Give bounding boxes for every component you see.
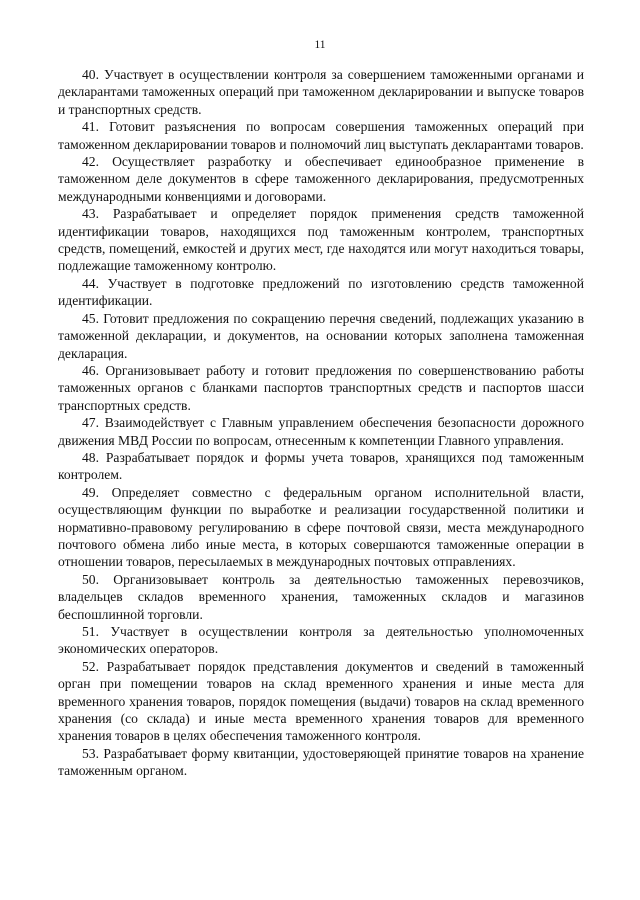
paragraph-47: 47. Взаимодействует с Главным управлением обеспечения безопасности дорожного движения МВД России по вопросам, отнесенным к компетенции Главного управления. xyxy=(58,415,584,448)
paragraph-52: 52. Разрабатывает порядок представления документов и сведений в таможенный орган при помещении товаров на склад временного хранения и иные места для временного хранения товаров, порядок помещения (выдачи) товаров на склад временного хранения (со склада) и иные места временного хранения товаров для временного хранения товаров в целях обеспечения таможенного контроля. xyxy=(58,658,584,744)
paragraph-40: 40. Участвует в осуществлении контроля за совершением таможенными органами и декларантами таможенных операций при таможенном декларировании и выпуске товаров и транспортных средств. xyxy=(58,67,584,117)
document-body xyxy=(58,66,584,780)
paragraph-50: 50. Организовывает контроль за деятельностью таможенных перевозчиков, владельцев складов временного хранения, таможенных складов и магазинов беспошлинной торговли. xyxy=(58,571,584,622)
paragraph-42: 42. Осуществляет разработку и обеспечивает единообразное применение в таможенном деле документов в сфере таможенного декларирования, предусмотренных международными конвенциями и договорами. xyxy=(58,154,584,204)
paragraph-49: 49. Определяет совместно с федеральным органом исполнительной власти, осуществляющим функции по выработке и реализации государственной политики и нормативно-правовому регулированию в сфере почтовой связи, места международного почтового обмена либо иные места, в которых совершаются таможенные операции в отношении товаров, пересылаемых в международных почтовых отправлениях. xyxy=(58,484,584,570)
paragraph-48: 48. Разрабатывает порядок и формы учета товаров, хранящихся под таможенным контролем. xyxy=(58,449,584,483)
paragraph-44: 44. Участвует в подготовке предложений по изготовлению средств таможенной идентификации. xyxy=(58,275,584,309)
paragraph-43: 43. Разрабатывает и определяет порядок применения средств таможенной идентификации товаров, находящихся под таможенным контролем, транспортных средств, помещений, емкостей и других мест, где находятся или могут находиться товары, подлежащие таможенному контролю. xyxy=(58,206,584,274)
page-number: 11 xyxy=(314,39,326,51)
paragraph-51: 51. Участвует в осуществлении контроля за деятельностью уполномоченных экономических операторов. xyxy=(58,624,584,657)
paragraph-53: 53. Разрабатывает форму квитанции, удостоверяющей принятие товаров на хранение таможенным органом. xyxy=(58,745,584,779)
paragraph-46: 46. Организовывает работу и готовит предложения по совершенствованию работы таможенных органов с бланками паспортов транспортных средств и паспортов шасси транспортных средств. xyxy=(58,362,584,413)
paragraph-45: 45. Готовит предложения по сокращению перечня сведений, подлежащих указанию в таможенной декларации, и документов, на основании которых заполнена таможенная декларация. xyxy=(58,310,584,361)
paragraph-41: 41. Готовит разъяснения по вопросам совершения таможенных операций при таможенном декларировании товаров и полномочий лиц выступать декларантами товаров. xyxy=(58,119,584,152)
